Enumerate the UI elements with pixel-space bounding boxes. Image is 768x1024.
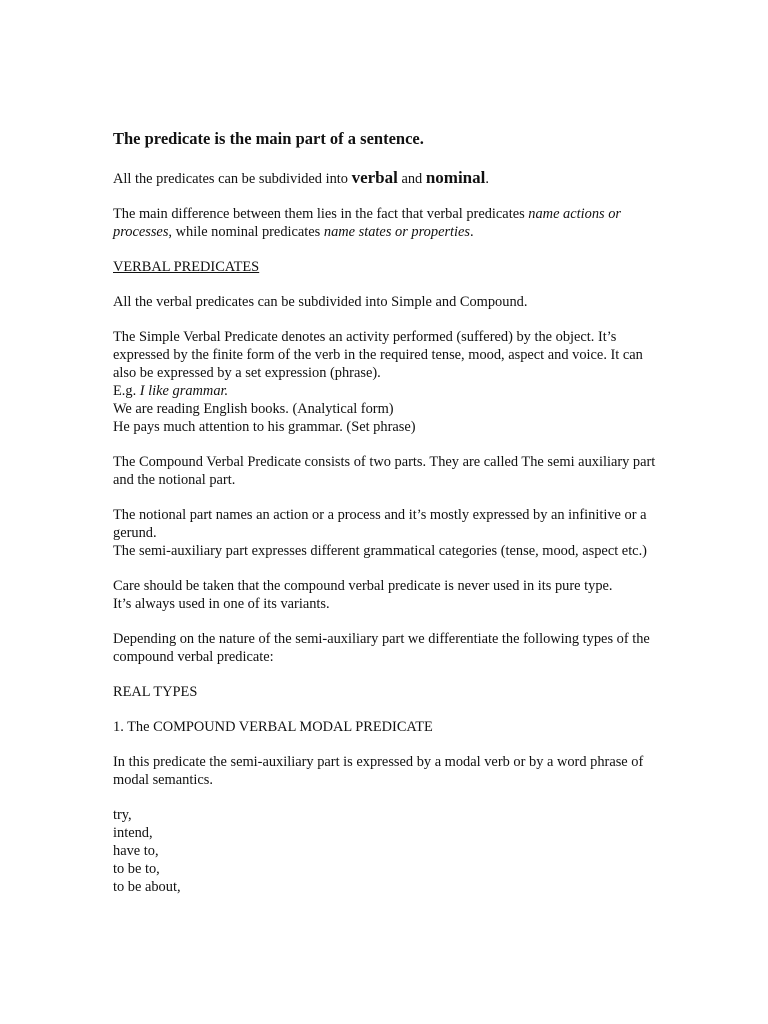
care-line-2: It’s always used in one of its variants. xyxy=(113,596,330,612)
difference-italic-states: name states or properties xyxy=(323,224,471,240)
difference-paragraph xyxy=(113,205,658,241)
parts-block xyxy=(113,506,658,560)
care-line-1: Care should be taken that the compound verbal predicate is never used in its pure type. xyxy=(113,578,613,594)
simple-predicate-text: The Simple Verbal Predicate denotes an activity performed (suffered) by the object. It’s expressed by the finite form of the verb in the required tense, mood, aspect and voice. It can also be expressed by a set expression (phrase). xyxy=(113,329,643,381)
list-item: try, xyxy=(113,807,132,823)
verbal-predicates-heading: VERBAL PREDICATES xyxy=(113,259,260,275)
difference-before: The main difference between them lies in the fact that verbal predicates xyxy=(113,206,529,222)
verbal-subdivision-paragraph: All the verbal predicates can be subdivided into Simple and Compound. xyxy=(113,294,528,310)
document-content xyxy=(113,128,658,896)
document-title: The predicate is the main part of a sentence. xyxy=(113,129,424,148)
simple-predicate-block xyxy=(113,328,658,436)
example-italic: I like grammar. xyxy=(139,383,229,399)
semi-auxiliary-part-paragraph: The semi-auxiliary part expresses different grammatical categories (tense, mood, aspect etc.) xyxy=(113,543,647,559)
example-line-1 xyxy=(113,382,658,400)
list-item: have to, xyxy=(113,843,159,859)
difference-middle: , while nominal predicates xyxy=(168,224,324,240)
care-block xyxy=(113,577,658,613)
difference-after: . xyxy=(470,224,474,240)
example-line-2: We are reading English books. (Analytical form) xyxy=(113,401,394,417)
term-verbal: verbal xyxy=(351,168,398,187)
intro-before: All the predicates can be subdivided into xyxy=(113,171,352,187)
term-nominal: nominal xyxy=(425,168,486,187)
example-label: E.g. xyxy=(113,383,140,399)
notional-part-paragraph: The notional part names an action or a process and it’s mostly expressed by an infinitive or a gerund. xyxy=(113,507,647,541)
difference-italic-actions: name actions or processes xyxy=(113,206,622,240)
list-item: to be about, xyxy=(113,879,181,895)
depending-paragraph: Depending on the nature of the semi-auxiliary part we differentiate the following types of the compound verbal predicate: xyxy=(113,631,650,665)
example-line-3: He pays much attention to his grammar. (Set phrase) xyxy=(113,419,416,435)
real-types-heading: REAL TYPES xyxy=(113,684,198,700)
modal-predicate-paragraph: In this predicate the semi-auxiliary part is expressed by a modal verb or by a word phrase of modal semantics. xyxy=(113,754,644,788)
compound-intro-paragraph: The Compound Verbal Predicate consists of two parts. They are called The semi auxiliary part and the notional part. xyxy=(113,454,656,488)
intro-and: and xyxy=(397,171,426,187)
modal-verb-list xyxy=(113,806,658,896)
intro-after: . xyxy=(485,171,489,187)
modal-predicate-heading: 1. The COMPOUND VERBAL MODAL PREDICATE xyxy=(113,719,433,735)
intro-paragraph xyxy=(113,169,658,188)
list-item: to be to, xyxy=(113,861,160,877)
list-item: intend, xyxy=(113,825,153,841)
